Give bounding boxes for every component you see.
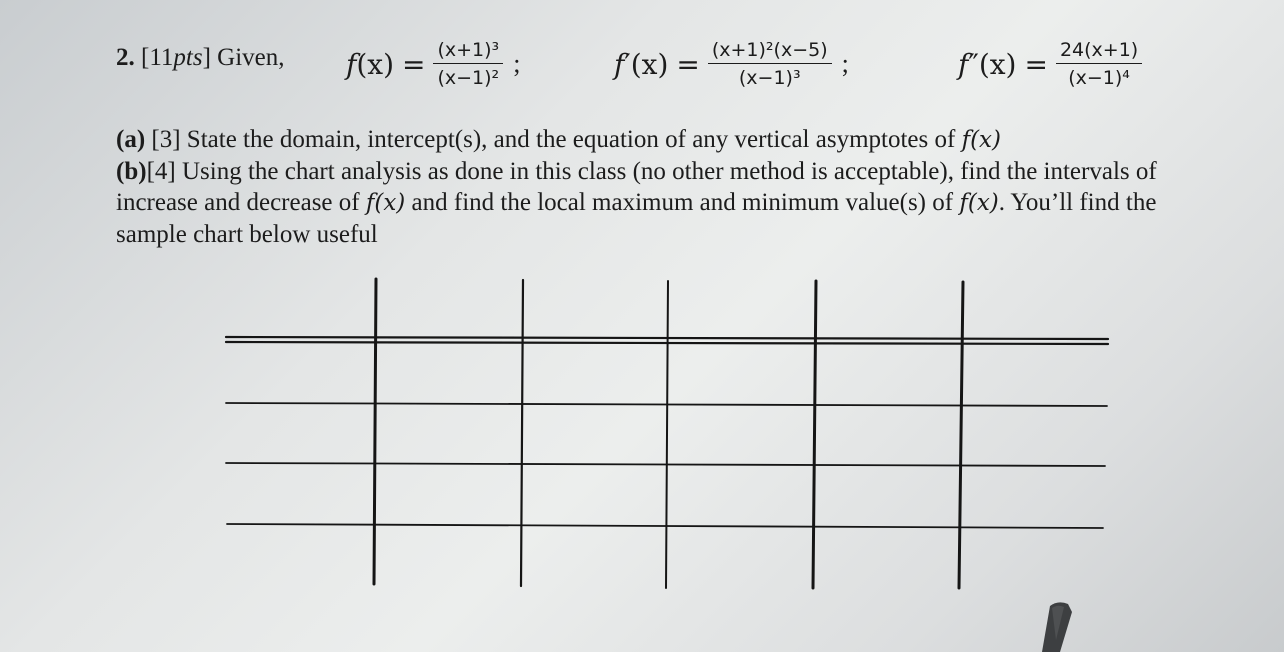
function-f-prime-denominator: (x−1)³ [738, 67, 801, 89]
part-b-text-1: [4] Using the chart analysis as done in this class (no other method is acceptable), find the intervals of increase and decrease of [116, 158, 1157, 216]
function-name: f [958, 47, 969, 81]
function-arg: (x) [978, 47, 1017, 81]
function-prime: ″ [968, 47, 979, 81]
grid-rule-row-3 [226, 463, 1105, 466]
part-b-text-2: and find the local maximum and minimum value(s) of [405, 189, 960, 216]
function-f-double-prime-numerator: 24(x+1) [1056, 39, 1142, 64]
question-number-label: 2. [116, 44, 135, 71]
function-f-prime-numerator: (x+1)²(x−5) [708, 39, 832, 64]
function-arg: (x) [356, 47, 395, 81]
part-b-math-1: f(x) [365, 190, 406, 216]
grid-rule-row-4 [227, 524, 1103, 528]
part-a-text: [3] State the domain, intercept(s), and the equation of any vertical asymptotes of [145, 126, 962, 153]
part-a-label: (a) [116, 126, 146, 153]
grid-column-3 [666, 281, 668, 588]
part-b-label: (b) [116, 158, 147, 185]
points-close: ] Given, [202, 44, 285, 71]
part-b-text-3: . You’ll find the sample chart below useful [116, 189, 1157, 248]
points-unit: pts [173, 44, 203, 71]
function-arg: (x) [630, 47, 669, 81]
grid-column-5 [959, 282, 963, 588]
part-a-math: f(x) [961, 127, 1001, 153]
function-f-denominator: (x−1)² [437, 67, 500, 89]
function-name: f [614, 47, 625, 81]
points-open: [11 [141, 44, 174, 71]
grid-column-1 [374, 279, 376, 584]
equals-sign: = [402, 47, 426, 81]
equals-sign: = [676, 47, 700, 81]
separator: ; [513, 49, 521, 78]
function-f-numerator: (x+1)³ [433, 39, 503, 64]
separator: ; [841, 49, 849, 78]
grid-column-2 [521, 280, 523, 586]
function-prime: ′ [624, 47, 631, 81]
part-b-math-2: f(x) [959, 190, 999, 216]
grid-column-4 [813, 281, 816, 588]
function-f-double-prime-denominator: (x−1)⁴ [1068, 67, 1130, 89]
equals-sign: = [1024, 47, 1048, 81]
function-name: f [346, 47, 357, 81]
